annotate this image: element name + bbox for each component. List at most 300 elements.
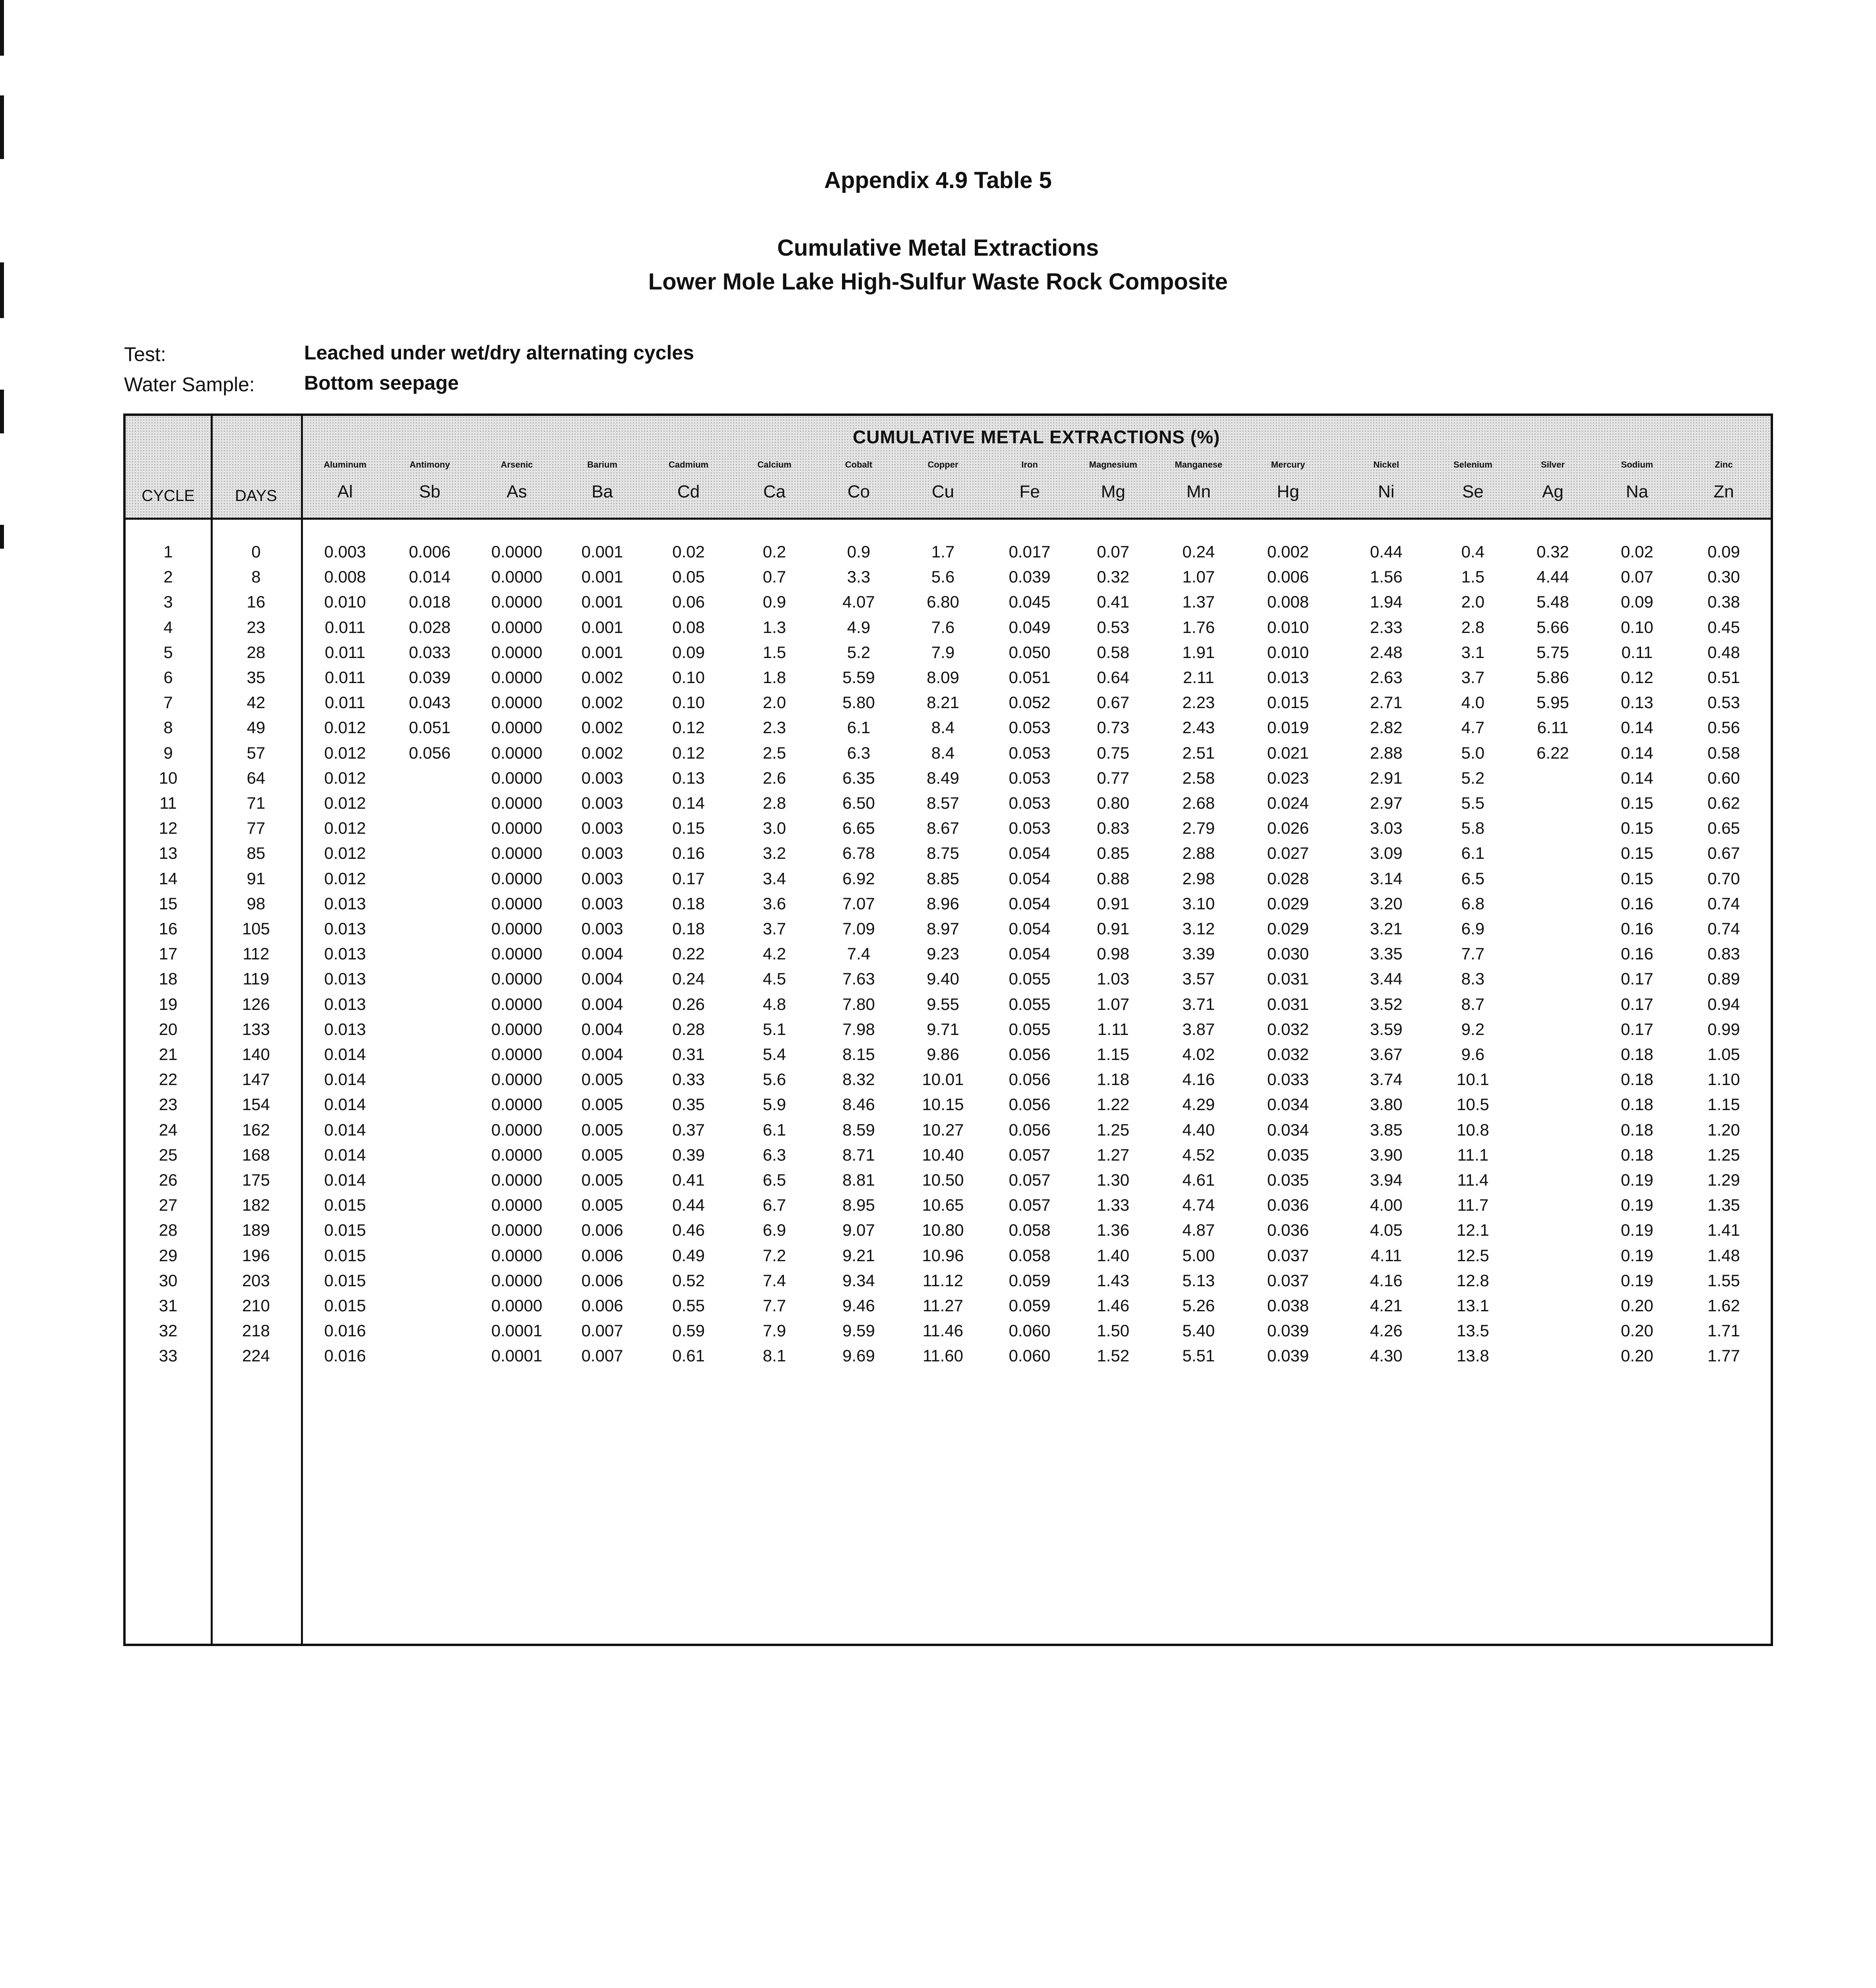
value-cell: 6.1	[762, 1120, 786, 1139]
value-cell: 0.029	[1267, 894, 1309, 913]
value-cell: 4.26	[1370, 1321, 1403, 1340]
table-row	[0, 1142, 1876, 1167]
value-cell: 2.43	[1182, 718, 1215, 737]
value-cell: 0.91	[1097, 919, 1129, 938]
value-cell: 0.0000	[491, 769, 543, 787]
value-cell: 1.7	[931, 542, 955, 561]
value-cell: 5.80	[842, 693, 875, 712]
value-cell: 3.94	[1370, 1171, 1403, 1189]
value-cell: 1.25	[1707, 1145, 1740, 1164]
value-cell: 0.013	[1267, 668, 1309, 687]
value-cell: 0.0000	[491, 869, 543, 888]
value-cell: 6.7	[762, 1196, 786, 1214]
days-cell: 175	[242, 1171, 270, 1189]
value-cell: 2.3	[762, 718, 786, 737]
value-cell: 0.057	[1009, 1171, 1051, 1189]
value-cell: 0.51	[1707, 668, 1740, 687]
value-cell: 0.0000	[491, 944, 543, 963]
table-row	[0, 1067, 1876, 1092]
value-cell: 4.87	[1182, 1221, 1215, 1239]
value-cell: 0.44	[672, 1196, 705, 1214]
value-cell: 0.19	[1621, 1196, 1653, 1214]
value-cell: 1.27	[1097, 1145, 1129, 1164]
value-cell: 1.56	[1370, 567, 1403, 586]
value-cell: 0.0000	[491, 718, 543, 737]
value-cell: 1.5	[762, 643, 786, 662]
value-cell: 0.014	[324, 1070, 366, 1089]
value-cell: 1.5	[1461, 567, 1485, 586]
value-cell: 0.18	[672, 894, 705, 913]
value-cell: 13.8	[1457, 1346, 1489, 1365]
value-cell: 1.11	[1097, 1020, 1129, 1039]
column-symbol-cu: Cu	[931, 482, 954, 501]
value-cell: 0.014	[324, 1120, 366, 1139]
value-cell: 0.80	[1097, 794, 1129, 812]
value-cell: 7.63	[842, 969, 875, 988]
value-cell: 6.3	[847, 744, 871, 762]
value-cell: 0.62	[1707, 794, 1740, 812]
value-cell: 13.5	[1457, 1321, 1489, 1340]
value-cell: 5.5	[1461, 794, 1485, 812]
value-cell: 0.005	[581, 1171, 623, 1189]
cycle-cell: 12	[159, 819, 178, 837]
column-symbol-sb: Sb	[419, 482, 440, 501]
value-cell: 1.8	[762, 668, 786, 687]
value-cell: 0.0000	[491, 1120, 543, 1139]
value-cell: 2.0	[762, 693, 786, 712]
value-cell: 0.010	[1267, 618, 1309, 637]
value-cell: 0.003	[581, 769, 623, 787]
cycle-cell: 8	[163, 718, 173, 737]
value-cell: 3.09	[1370, 844, 1403, 862]
value-cell: 1.05	[1707, 1045, 1740, 1064]
value-cell: 0.0000	[491, 542, 543, 561]
value-cell: 1.07	[1182, 567, 1215, 586]
value-cell: 3.1	[1461, 643, 1485, 662]
table-row	[0, 815, 1876, 841]
value-cell: 4.11	[1370, 1246, 1402, 1265]
value-cell: 0.53	[1097, 618, 1129, 637]
value-cell: 8.09	[927, 668, 959, 687]
table-row	[0, 916, 1876, 941]
value-cell: 4.30	[1370, 1346, 1403, 1365]
value-cell: 0.056	[1009, 1045, 1051, 1064]
days-cell: 16	[246, 592, 266, 611]
days-cell: 77	[246, 819, 266, 837]
value-cell: 0.17	[1621, 969, 1653, 988]
cycle-cell: 29	[159, 1246, 178, 1265]
value-cell: 7.2	[762, 1246, 786, 1265]
value-cell: 0.053	[1009, 794, 1051, 812]
days-cell: 224	[242, 1346, 270, 1365]
value-cell: 0.73	[1097, 718, 1129, 737]
column-name-ba: Barium	[587, 460, 617, 470]
value-cell: 0.056	[1009, 1070, 1051, 1089]
value-cell: 8.67	[927, 819, 959, 837]
value-cell: 0.9	[847, 542, 871, 561]
value-cell: 0.0001	[491, 1346, 543, 1365]
value-cell: 3.67	[1370, 1045, 1403, 1064]
value-cell: 0.13	[1621, 693, 1653, 712]
value-cell: 0.051	[409, 718, 451, 737]
value-cell: 8.96	[927, 894, 959, 913]
cycle-cell: 31	[159, 1296, 178, 1315]
value-cell: 7.80	[842, 995, 875, 1013]
value-cell: 1.43	[1097, 1271, 1129, 1290]
value-cell: 5.6	[762, 1070, 786, 1089]
value-cell: 0.060	[1009, 1346, 1051, 1365]
value-cell: 1.30	[1097, 1171, 1129, 1189]
value-cell: 0.0000	[491, 1221, 543, 1239]
cycle-cell: 3	[163, 592, 173, 611]
value-cell: 0.003	[581, 794, 623, 812]
value-cell: 0.015	[324, 1246, 366, 1265]
days-cell: 147	[242, 1070, 270, 1089]
cycle-cell: 15	[159, 894, 178, 913]
table-row	[0, 1192, 1876, 1217]
value-cell: 0.004	[581, 1020, 623, 1039]
value-cell: 0.16	[1621, 919, 1653, 938]
cycle-cell: 1	[163, 542, 173, 561]
value-cell: 8.59	[842, 1120, 875, 1139]
cycle-cell: 21	[159, 1045, 178, 1064]
value-cell: 0.98	[1097, 944, 1129, 963]
value-cell: 8.3	[1461, 969, 1485, 988]
value-cell: 0.035	[1267, 1145, 1309, 1164]
value-cell: 10.65	[922, 1196, 964, 1214]
table-row	[0, 765, 1876, 790]
value-cell: 0.55	[672, 1296, 705, 1315]
value-cell: 0.010	[1267, 643, 1309, 662]
value-cell: 0.034	[1267, 1095, 1309, 1114]
value-cell: 1.94	[1370, 592, 1403, 611]
days-cell: 49	[246, 718, 266, 737]
value-cell: 0.0000	[491, 744, 543, 762]
value-cell: 0.053	[1009, 718, 1051, 737]
table-row	[0, 992, 1876, 1017]
value-cell: 0.0000	[491, 1095, 543, 1114]
cycle-cell: 16	[159, 919, 178, 938]
column-name-cd: Cadmium	[668, 460, 709, 470]
value-cell: 0.014	[324, 1095, 366, 1114]
value-cell: 6.8	[1461, 894, 1485, 913]
value-cell: 4.52	[1182, 1145, 1215, 1164]
table-row	[0, 941, 1876, 966]
value-cell: 5.26	[1182, 1296, 1215, 1315]
value-cell: 3.03	[1370, 819, 1403, 837]
value-cell: 0.10	[672, 668, 705, 687]
value-cell: 0.18	[1621, 1145, 1653, 1164]
value-cell: 4.16	[1182, 1070, 1215, 1089]
value-cell: 1.20	[1707, 1120, 1740, 1139]
value-cell: 5.6	[931, 567, 955, 586]
table-row	[0, 841, 1876, 866]
value-cell: 0.16	[1621, 894, 1653, 913]
days-cell: 85	[246, 844, 266, 862]
value-cell: 2.98	[1182, 869, 1215, 888]
appendix-title: Appendix 4.9 Table 5	[824, 167, 1052, 193]
value-cell: 0.32	[1097, 567, 1129, 586]
value-cell: 1.18	[1097, 1070, 1129, 1089]
value-cell: 2.82	[1370, 718, 1403, 737]
value-cell: 13.1	[1457, 1296, 1489, 1315]
value-cell: 0.10	[672, 693, 705, 712]
value-cell: 0.002	[581, 693, 623, 712]
value-cell: 8.32	[842, 1070, 875, 1089]
value-cell: 0.18	[1621, 1120, 1653, 1139]
table-row	[0, 1042, 1876, 1067]
value-cell: 0.67	[1707, 844, 1740, 862]
value-cell: 5.48	[1536, 592, 1569, 611]
column-symbol-na: Na	[1626, 482, 1649, 501]
value-cell: 0.77	[1097, 769, 1129, 787]
column-name-al: Aluminum	[324, 460, 367, 470]
value-cell: 0.059	[1009, 1296, 1051, 1315]
value-cell: 0.17	[672, 869, 705, 888]
cycle-cell: 5	[163, 643, 173, 662]
value-cell: 2.97	[1370, 794, 1403, 812]
value-cell: 9.46	[842, 1296, 875, 1315]
value-cell: 0.0000	[491, 643, 543, 662]
value-cell: 0.013	[324, 919, 366, 938]
value-cell: 10.50	[922, 1171, 964, 1189]
value-cell: 0.003	[581, 894, 623, 913]
value-cell: 0.16	[1621, 944, 1653, 963]
value-cell: 6.92	[842, 869, 875, 888]
value-cell: 0.033	[409, 643, 451, 662]
column-name-na: Sodium	[1621, 460, 1653, 470]
value-cell: 0.35	[672, 1095, 705, 1114]
cycle-cell: 7	[163, 693, 173, 712]
value-cell: 2.11	[1183, 668, 1214, 687]
value-cell: 0.014	[409, 567, 451, 586]
value-cell: 0.054	[1009, 919, 1051, 938]
cycle-cell: 17	[159, 944, 178, 963]
column-name-ag: Silver	[1541, 460, 1565, 470]
value-cell: 0.039	[409, 668, 451, 687]
value-cell: 6.5	[1461, 869, 1485, 888]
value-cell: 0.14	[1621, 744, 1653, 762]
value-cell: 10.1	[1457, 1070, 1489, 1089]
value-cell: 0.054	[1009, 869, 1051, 888]
column-name-fe: Iron	[1021, 460, 1038, 470]
table-row	[0, 715, 1876, 740]
table-heading: Cumulative Metal Extractions	[777, 235, 1099, 261]
value-cell: 4.5	[762, 969, 786, 988]
value-cell: 0.16	[672, 844, 705, 862]
value-cell: 3.4	[762, 869, 786, 888]
value-cell: 0.19	[1621, 1246, 1653, 1265]
value-cell: 1.03	[1097, 969, 1129, 988]
value-cell: 0.52	[672, 1271, 705, 1290]
value-cell: 0.18	[1621, 1045, 1653, 1064]
value-cell: 0.09	[1621, 592, 1653, 611]
value-cell: 0.0000	[491, 894, 543, 913]
value-cell: 0.06	[672, 592, 705, 611]
value-cell: 0.006	[581, 1296, 623, 1315]
value-cell: 0.83	[1707, 944, 1740, 963]
days-cell: 140	[242, 1045, 270, 1064]
value-cell: 0.17	[1621, 1020, 1653, 1039]
value-cell: 0.09	[672, 643, 705, 662]
value-cell: 6.80	[927, 592, 959, 611]
value-cell: 1.52	[1097, 1346, 1129, 1365]
value-cell: 8.7	[1461, 995, 1485, 1013]
value-cell: 0.0000	[491, 1196, 543, 1214]
value-cell: 9.21	[842, 1246, 875, 1265]
value-cell: 0.027	[1267, 844, 1309, 862]
value-cell: 3.85	[1370, 1120, 1403, 1139]
value-cell: 0.010	[324, 592, 366, 611]
table-row	[0, 539, 1876, 564]
value-cell: 0.94	[1707, 995, 1740, 1013]
value-cell: 9.71	[927, 1020, 959, 1039]
column-name-zn: Zinc	[1715, 460, 1733, 470]
days-cell: 196	[242, 1246, 270, 1265]
value-cell: 0.64	[1097, 668, 1129, 687]
value-cell: 4.9	[847, 618, 871, 637]
value-cell: 3.7	[1461, 668, 1485, 687]
value-cell: 0.49	[672, 1246, 705, 1265]
value-cell: 1.55	[1707, 1271, 1740, 1290]
value-cell: 6.1	[1461, 844, 1485, 862]
value-cell: 3.14	[1370, 869, 1403, 888]
value-cell: 8.1	[762, 1346, 786, 1365]
value-cell: 0.05	[672, 567, 705, 586]
value-cell: 4.00	[1370, 1196, 1403, 1214]
cycle-cell: 26	[159, 1171, 178, 1189]
value-cell: 0.02	[672, 542, 705, 561]
value-cell: 9.40	[927, 969, 959, 988]
value-cell: 0.56	[1707, 718, 1740, 737]
value-cell: 0.26	[672, 995, 705, 1013]
value-cell: 0.19	[1621, 1271, 1653, 1290]
value-cell: 0.031	[1267, 995, 1309, 1013]
column-symbol-al: Al	[337, 482, 353, 501]
table-row	[0, 740, 1876, 765]
value-cell: 0.004	[581, 944, 623, 963]
column-symbol-as: As	[506, 482, 527, 501]
value-cell: 0.0000	[491, 592, 543, 611]
value-cell: 1.35	[1707, 1196, 1740, 1214]
value-cell: 12.8	[1457, 1271, 1489, 1290]
water-sample-value: Bottom seepage	[304, 372, 459, 394]
days-header: DAYS	[235, 487, 277, 505]
value-cell: 0.012	[324, 769, 366, 787]
value-cell: 4.02	[1182, 1045, 1215, 1064]
value-cell: 0.15	[1621, 794, 1653, 812]
table-row	[0, 690, 1876, 715]
value-cell: 2.91	[1370, 769, 1403, 787]
value-cell: 8.49	[927, 769, 959, 787]
value-cell: 10.27	[922, 1120, 964, 1139]
value-cell: 0.0001	[491, 1321, 543, 1340]
value-cell: 0.37	[672, 1120, 705, 1139]
value-cell: 0.0000	[491, 1246, 543, 1265]
value-cell: 0.58	[1707, 744, 1740, 762]
value-cell: 4.2	[762, 944, 786, 963]
value-cell: 11.27	[923, 1296, 963, 1315]
value-cell: 2.8	[1461, 618, 1485, 637]
value-cell: 3.90	[1370, 1145, 1403, 1164]
value-cell: 0.050	[1009, 643, 1051, 662]
water-sample-label: Water Sample:	[124, 373, 255, 396]
column-name-as: Arsenic	[501, 460, 533, 470]
value-cell: 2.8	[762, 794, 786, 812]
value-cell: 8.46	[842, 1095, 875, 1114]
value-cell: 0.006	[581, 1271, 623, 1290]
value-cell: 0.4	[1461, 542, 1485, 561]
value-cell: 0.0000	[491, 919, 543, 938]
value-cell: 0.007	[581, 1321, 623, 1340]
value-cell: 1.33	[1097, 1196, 1129, 1214]
value-cell: 0.24	[672, 969, 705, 988]
value-cell: 0.99	[1707, 1020, 1740, 1039]
days-cell: 112	[243, 944, 270, 963]
value-cell: 0.70	[1707, 869, 1740, 888]
value-cell: 1.91	[1182, 643, 1215, 662]
value-cell: 0.026	[1267, 819, 1309, 837]
value-cell: 1.76	[1182, 618, 1215, 637]
value-cell: 3.44	[1370, 969, 1403, 988]
value-cell: 0.12	[1621, 668, 1653, 687]
value-cell: 3.39	[1182, 944, 1215, 963]
value-cell: 0.001	[581, 618, 623, 637]
column-name-mn: Manganese	[1175, 460, 1222, 470]
value-cell: 7.98	[842, 1020, 875, 1039]
value-cell: 0.74	[1707, 919, 1740, 938]
value-cell: 0.15	[1621, 869, 1653, 888]
value-cell: 10.96	[922, 1246, 964, 1265]
value-cell: 3.35	[1370, 944, 1403, 963]
value-cell: 0.58	[1097, 643, 1129, 662]
value-cell: 12.5	[1457, 1246, 1489, 1265]
value-cell: 0.015	[324, 1196, 366, 1214]
value-cell: 0.011	[325, 618, 365, 637]
cycle-cell: 27	[159, 1196, 178, 1214]
value-cell: 0.07	[1621, 567, 1653, 586]
value-cell: 0.09	[1707, 542, 1740, 561]
value-cell: 3.10	[1182, 894, 1215, 913]
value-cell: 4.61	[1182, 1171, 1215, 1189]
value-cell: 0.017	[1009, 542, 1051, 561]
value-cell: 0.039	[1267, 1346, 1309, 1365]
value-cell: 0.036	[1267, 1196, 1309, 1214]
value-cell: 0.0000	[491, 1020, 543, 1039]
value-cell: 12.1	[1457, 1221, 1489, 1239]
value-cell: 3.2	[762, 844, 786, 862]
value-cell: 5.00	[1182, 1246, 1215, 1265]
value-cell: 4.8	[762, 995, 786, 1013]
value-cell: 8.71	[842, 1145, 875, 1164]
test-value: Leached under wet/dry alternating cycles	[304, 342, 694, 364]
value-cell: 0.39	[672, 1145, 705, 1164]
cycle-cell: 22	[159, 1070, 178, 1089]
value-cell: 0.005	[581, 1145, 623, 1164]
value-cell: 0.053	[1009, 744, 1051, 762]
days-cell: 126	[242, 995, 270, 1013]
value-cell: 0.44	[1370, 542, 1403, 561]
value-cell: 4.05	[1370, 1221, 1403, 1239]
value-cell: 0.0000	[491, 668, 543, 687]
value-cell: 2.33	[1370, 618, 1403, 637]
table-row	[0, 1117, 1876, 1142]
value-cell: 1.41	[1707, 1221, 1740, 1239]
value-cell: 1.50	[1097, 1321, 1129, 1340]
value-cell: 0.028	[409, 618, 451, 637]
value-cell: 5.2	[1461, 769, 1485, 787]
value-cell: 0.88	[1097, 869, 1129, 888]
